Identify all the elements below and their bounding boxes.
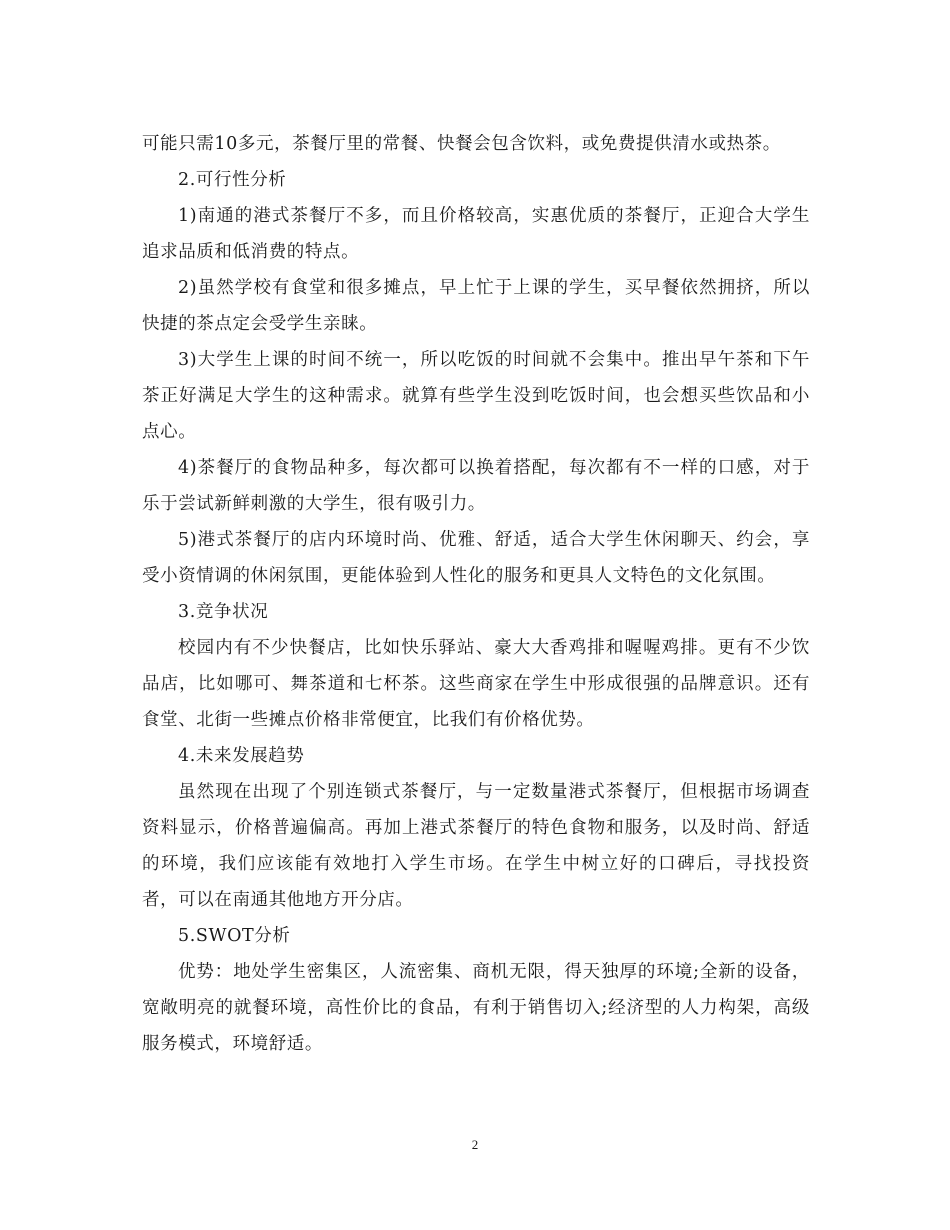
paragraph-feasibility-4: 4)茶餐厅的食物品种多，每次都可以换着搭配，每次都有不一样的口感，对于乐于尝试新鲜刺激的大学生，很有吸引力。 (142, 458, 810, 514)
paragraph-future-trend: 虽然现在出现了个别连锁式茶餐厅，与一定数量港式茶餐厅，但根据市场调查资料显示，价格普遍偏高。再加上港式茶餐厅的特色食物和服务，以及时尚、舒适的环境，我们应该能有效地打入学生市场。在学生中树立好的口碑后，寻找投资者，可以在南通其他地方开分店。 (142, 782, 810, 910)
paragraph-swot-strengths: 优势：地处学生密集区，人流密集、商机无限，得天独厚的环境;全新的设备，宽敞明亮的就餐环境，高性价比的食品，有利于销售切入;经济型的人力构架，高级服务模式，环境舒适。 (142, 962, 810, 1054)
paragraph-feasibility-2: 2)虽然学校有食堂和很多摊点，早上忙于上课的学生，买早餐依然拥挤，所以快捷的茶点定会受学生亲睐。 (142, 278, 810, 334)
section-heading-swot: 5.SWOT分析 (178, 926, 291, 946)
section-heading-future-trend: 4.未来发展趋势 (178, 746, 305, 766)
section-heading-competition: 3.竞争状况 (178, 602, 269, 622)
page-number: 2 (471, 1137, 479, 1152)
document-body (142, 126, 810, 1062)
paragraph-feasibility-3: 3)大学生上课的时间不统一，所以吃饭的时间就不会集中。推出早午茶和下午茶正好满足大学生的这种需求。就算有些学生没到吃饭时间，也会想买些饮品和小点心。 (142, 350, 810, 442)
paragraph-feasibility-5: 5)港式茶餐厅的店内环境时尚、优雅、舒适，适合大学生休闲聊天、约会，享受小资情调的休闲氛围，更能体验到人性化的服务和更具人文特色的文化氛围。 (142, 530, 810, 586)
paragraph-feasibility-1: 1)南通的港式茶餐厅不多，而且价格较高，实惠优质的茶餐厅，正迎合大学生追求品质和低消费的特点。 (142, 206, 810, 262)
section-heading-feasibility: 2.可行性分析 (178, 170, 287, 190)
paragraph-competition: 校园内有不少快餐店，比如快乐驿站、豪大大香鸡排和喔喔鸡排。更有不少饮品店，比如哪可、舞茶道和七杯茶。这些商家在学生中形成很强的品牌意识。还有食堂、北街一些摊点价格非常便宜，比我们有价格优势。 (142, 638, 810, 730)
paragraph-continuation: 可能只需10多元，茶餐厅里的常餐、快餐会包含饮料，或免费提供清水或热茶。 (142, 134, 781, 154)
